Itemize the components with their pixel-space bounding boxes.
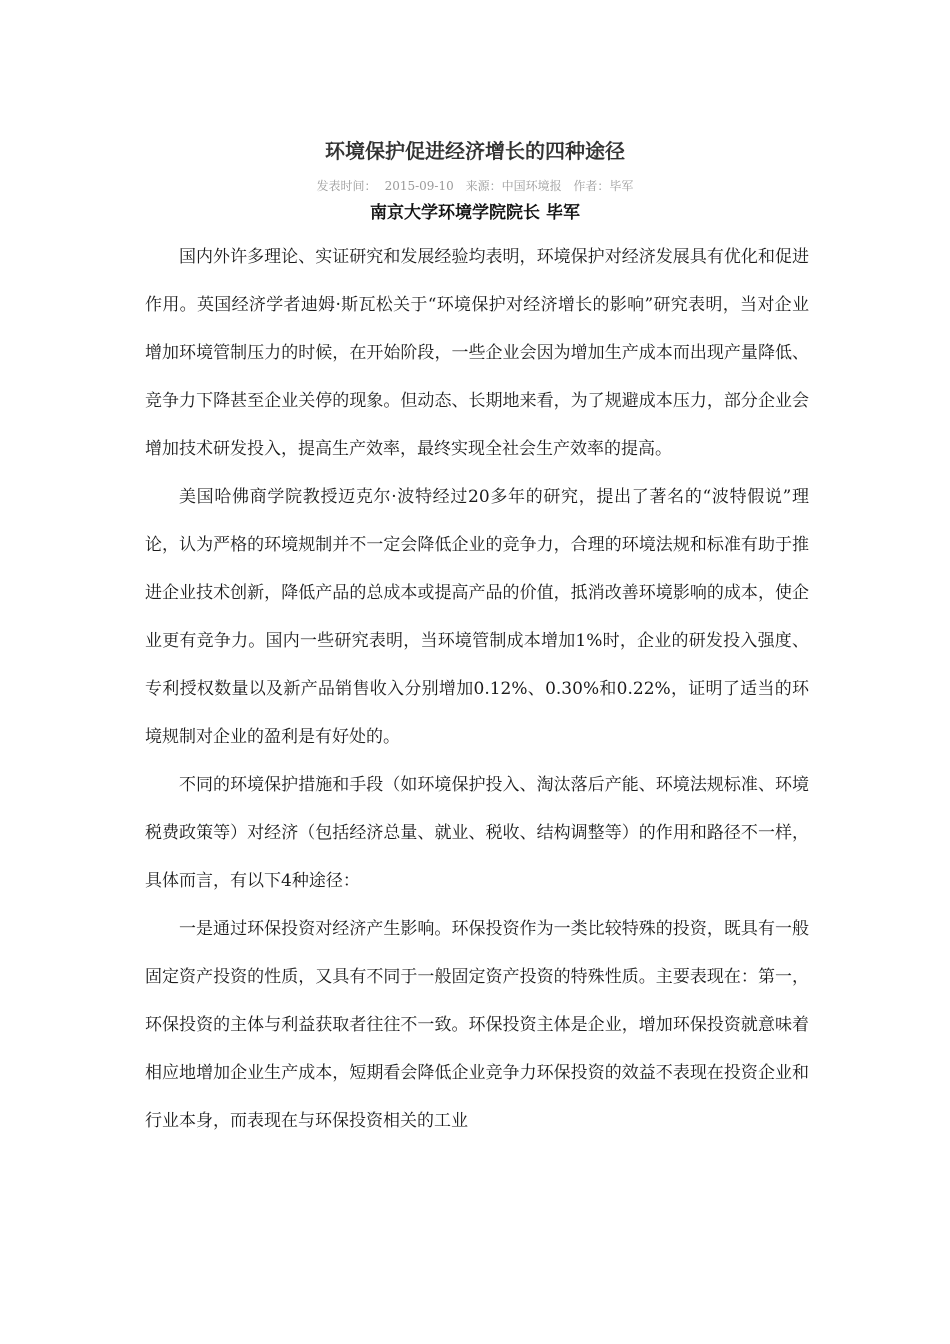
article-byline: 南京大学环境学院院长 毕军 [370,203,580,223]
article-body [145,233,809,1145]
article-title: 环境保护促进经济增长的四种途径 [325,139,625,163]
paragraph: 不同的环境保护措施和手段（如环境保护投入、淘汰落后产能、环境法规标准、环境税费政策等）对经济（包括经济总量、就业、税收、结构调整等）的作用和路径不一样，具体而言，有以下4种途径： [145,775,809,891]
publish-date: 2015-09-10 [384,179,454,193]
publish-date-label: 发表时间： [316,179,377,193]
paragraph: 国内外许多理论、实证研究和发展经验均表明，环境保护对经济发展具有优化和促进作用。英国经济学者迪姆·斯瓦松关于“环境保护对经济增长的影响”研究表明，当对企业增加环境管制压力的时候，在开始阶段，一些企业会因为增加生产成本而出现产量降低、竞争力下降甚至企业关停的现象。但动态、长期地来看，为了规避成本压力，部分企业会增加技术研发投入，提高生产效率，最终实现全社会生产效率的提高。 [145,247,809,459]
article-source: 来源：中国环境报 [465,179,562,193]
article-author: 作者：毕军 [573,179,634,193]
paragraph: 一是通过环保投资对经济产生影响。环保投资作为一类比较特殊的投资，既具有一般固定资产投资的性质，又具有不同于一般固定资产投资的特殊性质。主要表现在：第一，环保投资的主体与利益获取者往往不一致。环保投资主体是企业，增加环保投资就意味着相应地增加企业生产成本，短期看会降低企业竞争力环保投资的效益不表现在投资企业和行业本身，而表现在与环保投资相关的工业 [145,919,809,1131]
paragraph: 美国哈佛商学院教授迈克尔·波特经过20多年的研究，提出了著名的“波特假说”理论，认为严格的环境规制并不一定会降低企业的竞争力，合理的环境法规和标准有助于推进企业技术创新，降低产品的总成本或提高产品的价值，抵消改善环境影响的成本，使企业更有竞争力。国内一些研究表明，当环境管制成本增加1%时，企业的研发投入强度、专利授权数量以及新产品销售收入分别增加0.12%、0.30%和0.22%，证明了适当的环境规制对企业的盈利是有好处的。 [145,487,809,747]
article-meta [0,177,950,195]
